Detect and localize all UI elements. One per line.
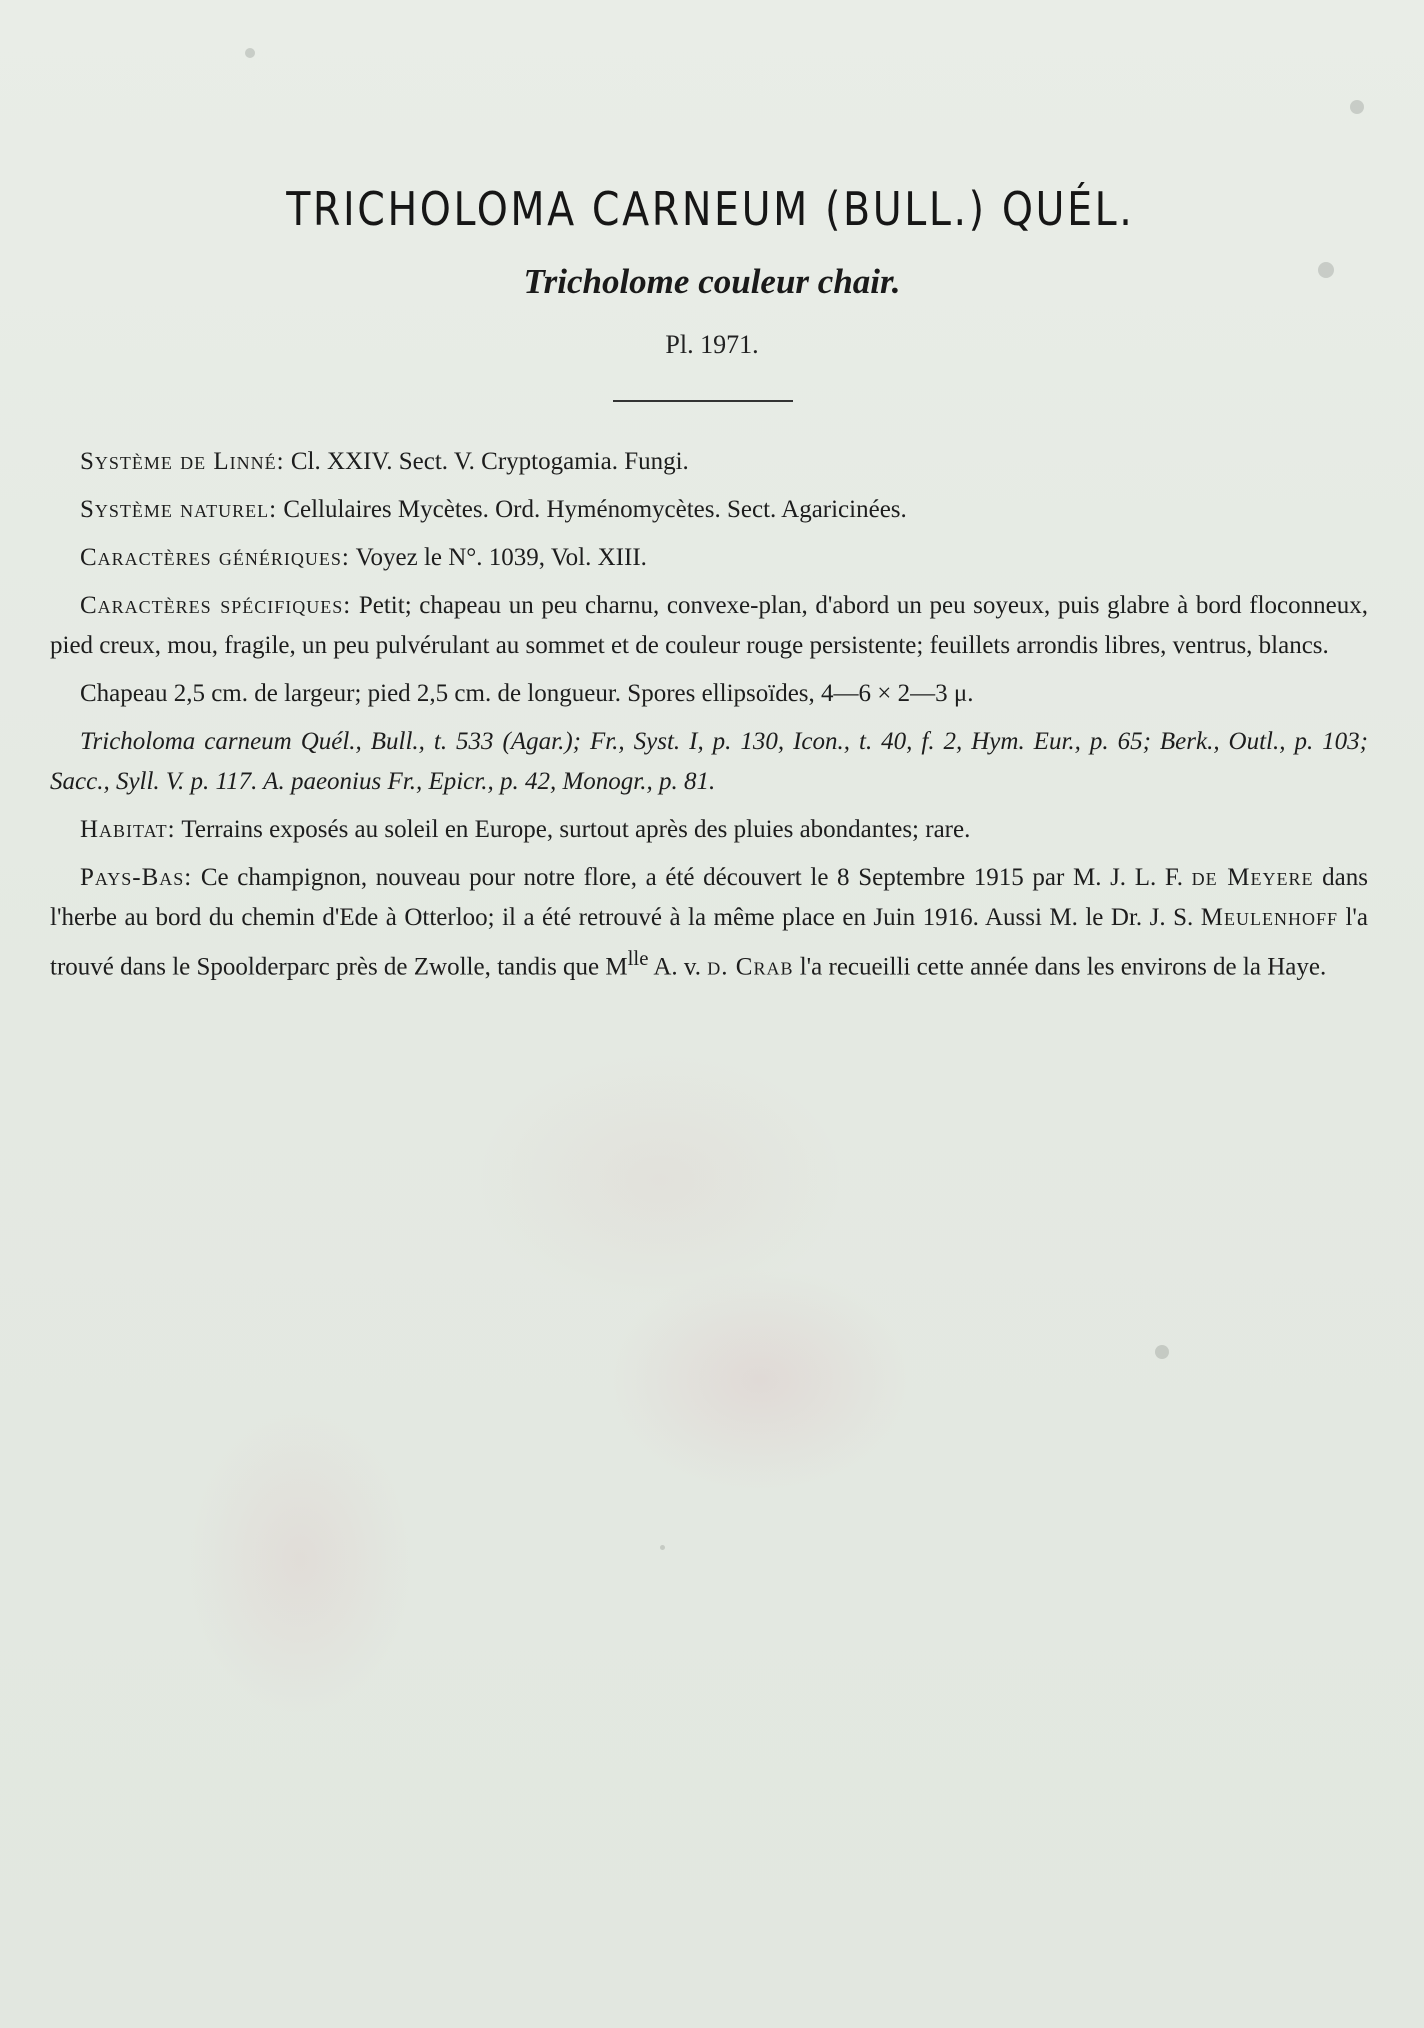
title-divider <box>613 400 793 402</box>
references-text: Tricholoma carneum Quél., Bull., t. 533 (Agar.); Fr., Syst. I, p. 130, Icon., t. 40, f. 2, Hym. Eur., p. 65; Berk., Outl., p. 103; Sacc., Syll. V. p. 117. A. paeonius Fr., Epicr., p. 42, Monogr., p. 81. <box>50 728 1368 795</box>
naturel-text: Cellulaires Mycètes. Ord. Hyménomycètes. Sect. Agaricinées. <box>277 496 907 523</box>
generiques-text: Voyez le N°. 1039, Vol. XIII. <box>349 544 647 571</box>
collector-name-1: de Meyere <box>1191 864 1314 891</box>
paysbas-text-1: Ce champignon, nouveau pour notre flore, a été découvert le 8 Septembre 1915 par M. J. L. F. <box>192 864 1192 891</box>
linne-label: Système de Linné: <box>80 448 285 475</box>
paysbas-label: Pays-Bas: <box>80 864 193 891</box>
dimensions-text: Chapeau 2,5 cm. de largeur; pied 2,5 cm. de longueur. Spores ellipsoïdes, 4—6 × 2—3 μ. <box>80 680 974 707</box>
paper-spot <box>660 1545 665 1550</box>
dimensions-paragraph <box>50 674 1368 714</box>
description-body <box>50 442 1368 995</box>
paper-spot <box>245 48 255 58</box>
paysbas-text-2: dans l'herbe au bord du chemin d'Ede à Otterloo; il a été retrouvé à la même place en Juin 1916. Aussi M. le Dr. J. S. <box>50 864 1368 931</box>
specifiques-text: Petit; chapeau un peu charnu, convexe-plan, d'abord un peu soyeux, puis glabre à bord floconneux, pied creux, mou, fragile, un peu pulvérulant au sommet et de couleur rouge persistente; feuillets arrondis libres, ventrus, blancs. <box>50 592 1368 659</box>
title-superscript: lle <box>627 946 649 970</box>
paper-spot <box>1350 100 1364 114</box>
generiques-label: Caractères génériques: <box>80 544 350 571</box>
collector-name-3: d. Crab <box>707 953 794 981</box>
paysbas-paragraph <box>50 858 1368 987</box>
specifiques-paragraph <box>50 586 1368 666</box>
habitat-text: Terrains exposés au soleil en Europe, surtout après des pluies abondantes; rare. <box>175 816 971 843</box>
common-name: Tricholome couleur chair. <box>523 262 901 301</box>
species-title: TRICHOLOMA CARNEUM (BULL.) QUÉL. <box>286 182 1135 236</box>
plate-number: Pl. 1971. <box>665 330 759 359</box>
paper-spot <box>1155 1345 1169 1359</box>
habitat-label: Habitat: <box>80 816 176 843</box>
paysbas-text-4: A. v. <box>648 953 708 981</box>
linne-paragraph <box>50 442 1368 482</box>
linne-text: Cl. XXIV. Sect. V. Cryptogamia. Fungi. <box>284 448 689 475</box>
generiques-paragraph <box>50 538 1368 578</box>
naturel-paragraph <box>50 490 1368 530</box>
paysbas-text-5: l'a recueilli cette année dans les environs de la Haye. <box>793 953 1327 981</box>
specifiques-label: Caractères spécifiques: <box>80 592 352 619</box>
collector-name-2: Meulenhoff <box>1200 904 1338 931</box>
paysbas-text-3: l'a trouvé dans le Spoolderparc près de Zwolle, tandis que M <box>50 904 1369 981</box>
references-paragraph <box>50 722 1368 802</box>
habitat-paragraph <box>50 810 1368 850</box>
naturel-label: Système naturel: <box>80 496 278 523</box>
